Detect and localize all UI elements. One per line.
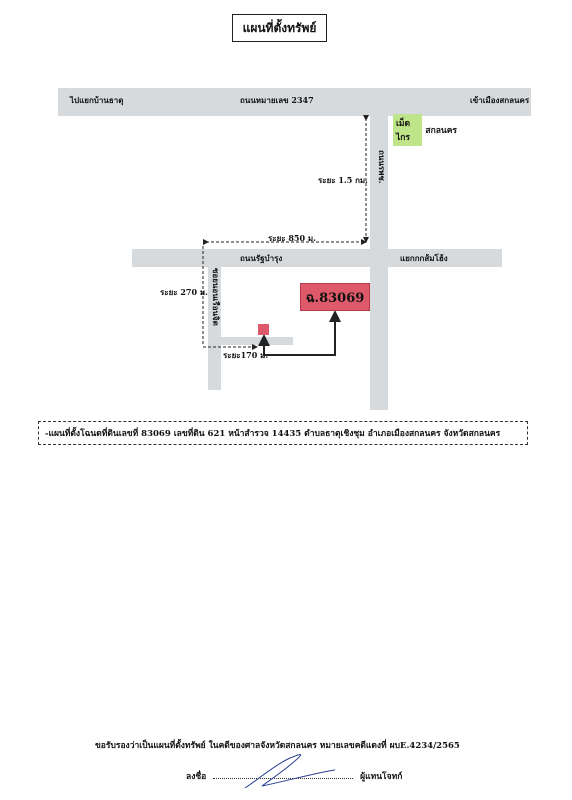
secondary-road-label: ถนนรัฐบำรุง	[240, 253, 283, 263]
signer-role: ผู้แทนโจทก์	[360, 772, 403, 782]
page-title: แผนที่ตั้งทรัพย์	[232, 14, 327, 42]
distance-2-label: ระยะ 850 ม.	[268, 233, 316, 243]
distance-1-label: ระยะ 1.5 กม.	[318, 175, 368, 185]
soi-road-label: ซอยนอนเรือนจิต	[211, 268, 221, 326]
landmark-rest: สกลนคร	[425, 125, 457, 136]
left-direction-label: ไปแยกบ้านธาตุ	[70, 95, 124, 105]
main-road-label: ถนนหมายเลข 2347	[240, 95, 314, 105]
distance-4-label: ระยะ170 ม.	[223, 350, 269, 360]
plot-box: ฉ.83069	[300, 283, 370, 311]
vertical-road-label: ถนนรพช.	[377, 150, 387, 184]
sign-label: ลงชื่อ	[186, 772, 207, 782]
intersection-label: แยกกกส้มโฮ้ง	[400, 253, 448, 263]
certification-text: ขอรับรองว่าเป็นแผนที่ตั้งทรัพย์ ในคดีของศาลจังหวัดสกลนคร หมายเลขคดีแดงที่ ผบE.4234/2565	[95, 741, 460, 751]
distance-3-label: ระยะ 270 ม.	[160, 287, 208, 297]
right-direction-label: เข้าเมืองสกลนคร	[470, 95, 530, 105]
landmark-highlight: เม็ดไกร	[393, 114, 422, 146]
note-text: -แผนที่ตั้งโฉนดที่ดินเลขที่ 83069 เลขที่ดิน 621 หน้าสำรวจ 14435 ตำบลธาตุเชิงชุม อำเภอเมืองสกลนคร จังหวัดสกลนคร	[45, 429, 501, 439]
